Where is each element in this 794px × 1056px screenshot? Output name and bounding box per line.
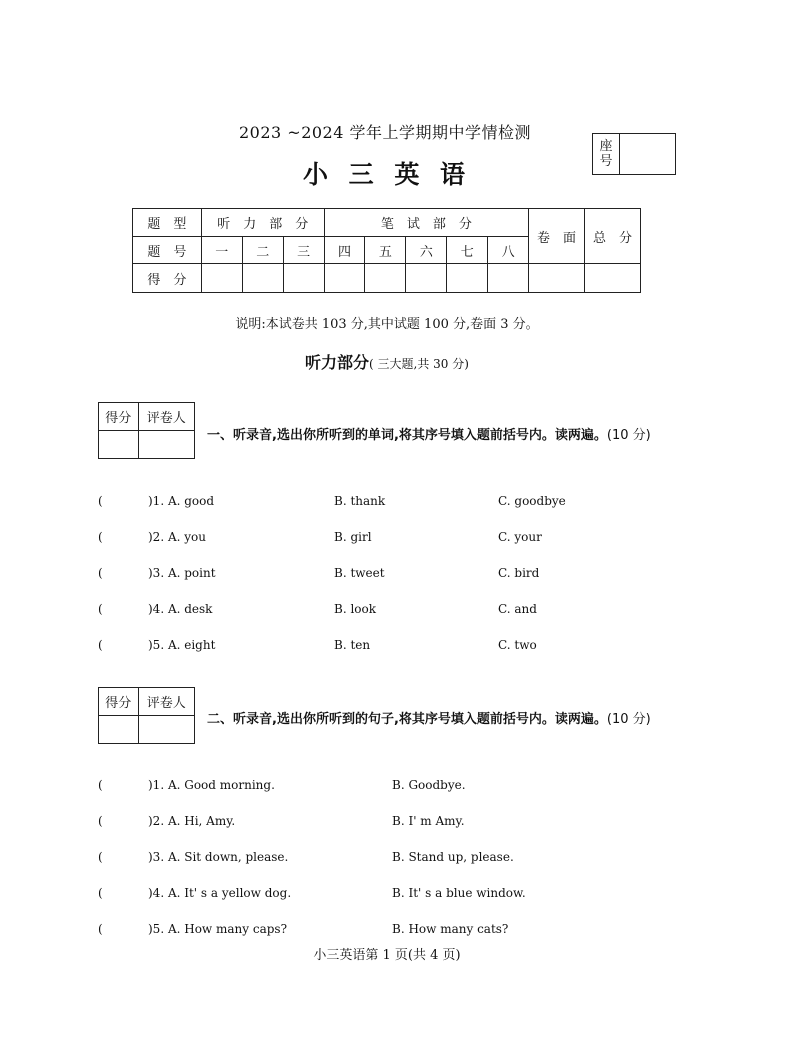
exam-note: 说明:本试卷共 103 分,其中试题 100 分,卷面 3 分。 <box>235 317 539 332</box>
listening-header: 听 力 部 分 <box>201 209 324 237</box>
option-c: C. two <box>498 638 537 652</box>
seat-number-box <box>592 133 676 175</box>
seat-label <box>593 134 620 174</box>
answer-paren[interactable]: ( <box>98 886 103 900</box>
grader-score-field[interactable] <box>99 431 139 459</box>
grader-reviewer-label: 评卷人 <box>138 688 194 716</box>
answer-paren[interactable]: ( <box>98 530 103 544</box>
listening-part-heading <box>0 350 774 373</box>
question-number: 五 <box>365 237 406 264</box>
option-a: )5. A. eight <box>148 638 216 652</box>
score-cell[interactable] <box>529 264 585 293</box>
section-1-title <box>207 424 651 443</box>
question-row <box>0 566 794 586</box>
answer-paren[interactable]: ( <box>98 602 103 616</box>
question-number: 八 <box>488 237 529 264</box>
seat-label-char-2: 号 <box>599 154 613 169</box>
option-b: B. look <box>334 602 377 616</box>
answer-paren[interactable]: ( <box>98 494 103 508</box>
section-2-title <box>207 708 651 727</box>
question-number: 二 <box>242 237 283 264</box>
option-b: B. tweet <box>334 566 385 580</box>
question-number: 三 <box>283 237 324 264</box>
option-a: )2. A. you <box>148 530 206 544</box>
option-a: )4. A. desk <box>148 602 213 616</box>
section-1-points: (10 分) <box>606 428 651 443</box>
answer-paren[interactable]: ( <box>98 922 103 936</box>
page-footer: 小三英语第 1 页(共 4 页) <box>313 948 461 963</box>
exam-title: 2023 ~2024 学年上学期期中学情检测 <box>238 123 532 142</box>
grader-reviewer-label: 评卷人 <box>138 403 194 431</box>
grader-score-label: 得分 <box>99 688 139 716</box>
grader-reviewer-field[interactable] <box>138 431 194 459</box>
score-cell[interactable] <box>242 264 283 293</box>
score-cell[interactable] <box>324 264 365 293</box>
written-header: 笔 试 部 分 <box>324 209 529 237</box>
score-cell[interactable] <box>201 264 242 293</box>
option-b: B. ten <box>334 638 371 652</box>
row-label-type: 题 型 <box>133 209 202 237</box>
subject-title: 小 三 英 语 <box>302 160 472 189</box>
score-cell[interactable] <box>447 264 488 293</box>
option-b: B. Stand up, please. <box>392 850 514 864</box>
question-row <box>0 814 794 834</box>
option-b: B. thank <box>334 494 386 508</box>
section-1-instructions: 一、听录音,选出你所听到的单词,将其序号填入题前括号内。读两遍。 <box>207 428 607 443</box>
question-number: 七 <box>447 237 488 264</box>
option-b: B. How many cats? <box>392 922 509 936</box>
grader-box <box>98 402 195 459</box>
question-row <box>0 530 794 550</box>
neatness-header: 卷 面 <box>529 209 585 264</box>
option-a: )1. A. Good morning. <box>148 778 275 792</box>
option-a: )3. A. point <box>148 566 216 580</box>
option-a: )4. A. It' s a yellow dog. <box>148 886 292 900</box>
question-number: 四 <box>324 237 365 264</box>
grader-score-label: 得分 <box>99 403 139 431</box>
option-b: B. I' m Amy. <box>392 814 465 828</box>
question-row <box>0 850 794 870</box>
question-number: 六 <box>406 237 447 264</box>
section-2-instructions: 二、听录音,选出你所听到的句子,将其序号填入题前括号内。读两遍。 <box>207 712 607 727</box>
row-label-number: 题 号 <box>133 237 202 264</box>
score-cell[interactable] <box>283 264 324 293</box>
score-table <box>132 208 641 293</box>
row-label-score: 得 分 <box>133 264 202 293</box>
score-cell[interactable] <box>488 264 529 293</box>
answer-paren[interactable]: ( <box>98 566 103 580</box>
option-a: )5. A. How many caps? <box>148 922 288 936</box>
option-a: )2. A. Hi, Amy. <box>148 814 236 828</box>
score-table-row-score <box>133 264 641 293</box>
grader-box <box>98 687 195 744</box>
option-b: B. girl <box>334 530 372 544</box>
seat-label-char-1: 座 <box>599 139 613 154</box>
listening-part-title: 听力部分 <box>305 353 370 372</box>
option-c: C. and <box>498 602 537 616</box>
option-b: B. It' s a blue window. <box>392 886 526 900</box>
question-row <box>0 494 794 514</box>
option-a: )1. A. good <box>148 494 215 508</box>
question-row <box>0 922 794 942</box>
score-cell[interactable] <box>585 264 641 293</box>
question-row <box>0 886 794 906</box>
answer-paren[interactable]: ( <box>98 814 103 828</box>
score-table-row-type <box>133 209 641 237</box>
option-c: C. bird <box>498 566 540 580</box>
answer-paren[interactable]: ( <box>98 638 103 652</box>
score-cell[interactable] <box>406 264 447 293</box>
question-row <box>0 778 794 798</box>
grader-score-field[interactable] <box>99 716 139 744</box>
option-c: C. goodbye <box>498 494 566 508</box>
option-b: B. Goodbye. <box>392 778 466 792</box>
section-2-points: (10 分) <box>606 712 651 727</box>
listening-part-subtitle: ( 三大题,共 30 分) <box>369 357 469 371</box>
total-header: 总 分 <box>585 209 641 264</box>
seat-number-field[interactable] <box>620 134 675 174</box>
question-row <box>0 638 794 658</box>
answer-paren[interactable]: ( <box>98 850 103 864</box>
question-row <box>0 602 794 622</box>
option-a: )3. A. Sit down, please. <box>148 850 289 864</box>
score-cell[interactable] <box>365 264 406 293</box>
answer-paren[interactable]: ( <box>98 778 103 792</box>
option-c: C. your <box>498 530 542 544</box>
question-number: 一 <box>201 237 242 264</box>
grader-reviewer-field[interactable] <box>138 716 194 744</box>
